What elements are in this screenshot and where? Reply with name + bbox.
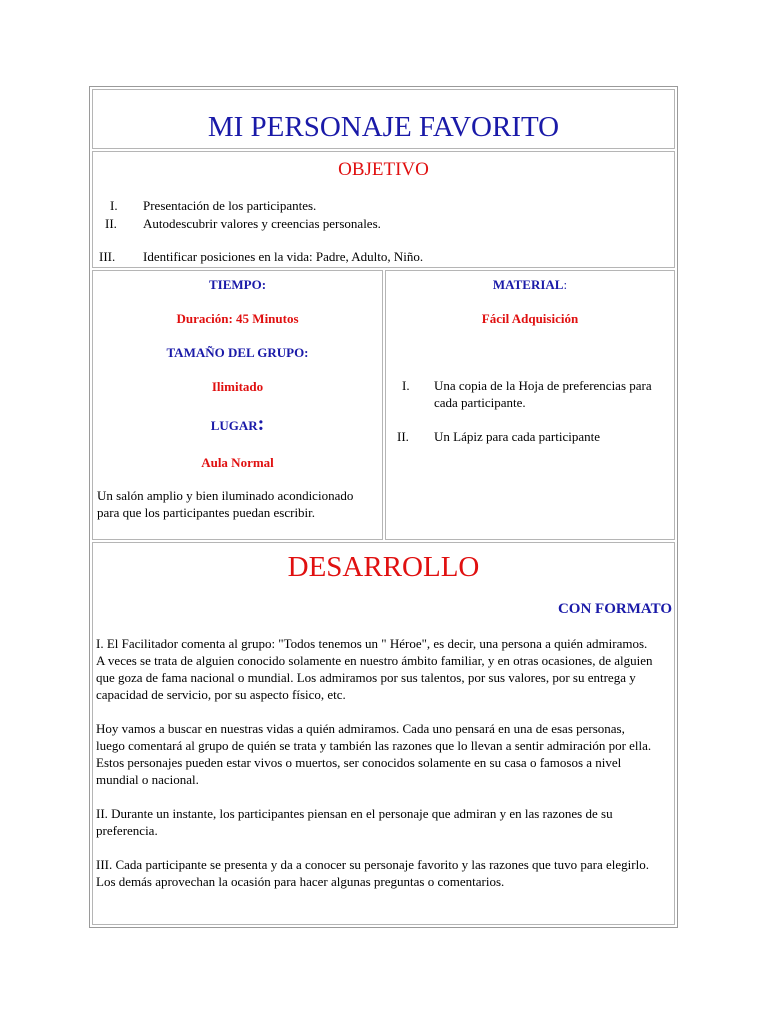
tiempo-heading: TIEMPO: — [208, 277, 267, 292]
desarrollo-paragraph-2: Hoy vamos a buscar en nuestras vidas a quién admiramos. Cada uno pensará en una de esas personas, luego comentará al grupo de quién se trata y también las razones que lo llevan a sentir admiración por ella. Estos personajes pueden estar vivos o muertos, ser conocidos solamente en su casa o famosos a nivel mundial o nacional. — [96, 721, 652, 787]
objetivo-num-2: II. — [105, 216, 117, 231]
lugar-value: Aula Normal — [201, 455, 274, 470]
title-cell — [92, 89, 675, 149]
lugar-description: Un salón amplio y bien iluminado acondicionado para que los participantes puedan escribir. — [97, 488, 354, 520]
lugar-label: LUGAR — [210, 418, 258, 433]
material-subheading: Fácil Adquisición — [481, 311, 579, 326]
material-cell — [385, 270, 675, 540]
tiempo-cell — [92, 270, 383, 540]
desarrollo-paragraph-1: I. El Facilitador comenta al grupo: "Todos tenemos un " Héroe", es decir, una persona a quién admiramos. A veces se trata de alguien conocido solamente en nuestro ámbito familiar, y en otras ocasiones, de alguien que goza de fama nacional o mundial. Los admiramos por sus talentos, por sus valores, por su entrega y capacidad de servicio, por su aspecto físico, etc. — [96, 636, 653, 702]
material-item-1: Una copia de la Hoja de preferencias para cada participante. — [434, 378, 652, 410]
lugar-colon: : — [257, 413, 265, 435]
material-colon: : — [563, 277, 568, 292]
page-title: MI PERSONAJE FAVORITO — [207, 111, 560, 143]
desarrollo-heading: DESARROLLO — [287, 551, 480, 583]
objetivo-num-3: III. — [99, 249, 116, 264]
duracion-value: Duración: 45 Minutos — [176, 311, 299, 326]
desarrollo-cell — [92, 542, 675, 925]
material-label: MATERIAL — [492, 277, 564, 292]
objetivo-num-1: I. — [110, 198, 118, 213]
material-num-1: I. — [402, 378, 410, 393]
desarrollo-paragraph-4: III. Cada participante se presenta y da a conocer su personaje favorito y las razones que tuvo para elegirlo. Los demás aprovechan la ocasión para hacer algunas preguntas o comentarios. — [96, 857, 649, 889]
material-num-2: II. — [397, 429, 409, 444]
objetivo-item-3: Identificar posiciones en la vida: Padre, Adulto, Niño. — [143, 249, 424, 264]
objetivo-item-2: Autodescubrir valores y creencias personales. — [143, 216, 381, 231]
objetivo-heading: OBJETIVO — [338, 159, 429, 180]
objetivo-cell — [92, 151, 675, 268]
material-item-2: Un Lápiz para cada participante — [434, 429, 601, 444]
desarrollo-paragraph-3: II. Durante un instante, los participantes piensan en el personaje que admiran y en las razones de su preferencia. — [96, 806, 613, 838]
lugar-heading — [93, 412, 382, 438]
desarrollo-subheading: CON FORMATO — [557, 601, 672, 617]
grupo-heading: TAMAÑO DEL GRUPO: — [166, 345, 309, 360]
desarrollo-body — [96, 635, 654, 890]
objetivo-item-1: Presentación de los participantes. — [143, 198, 317, 213]
grupo-value: Ilimitado — [211, 379, 264, 394]
material-heading — [386, 276, 674, 293]
